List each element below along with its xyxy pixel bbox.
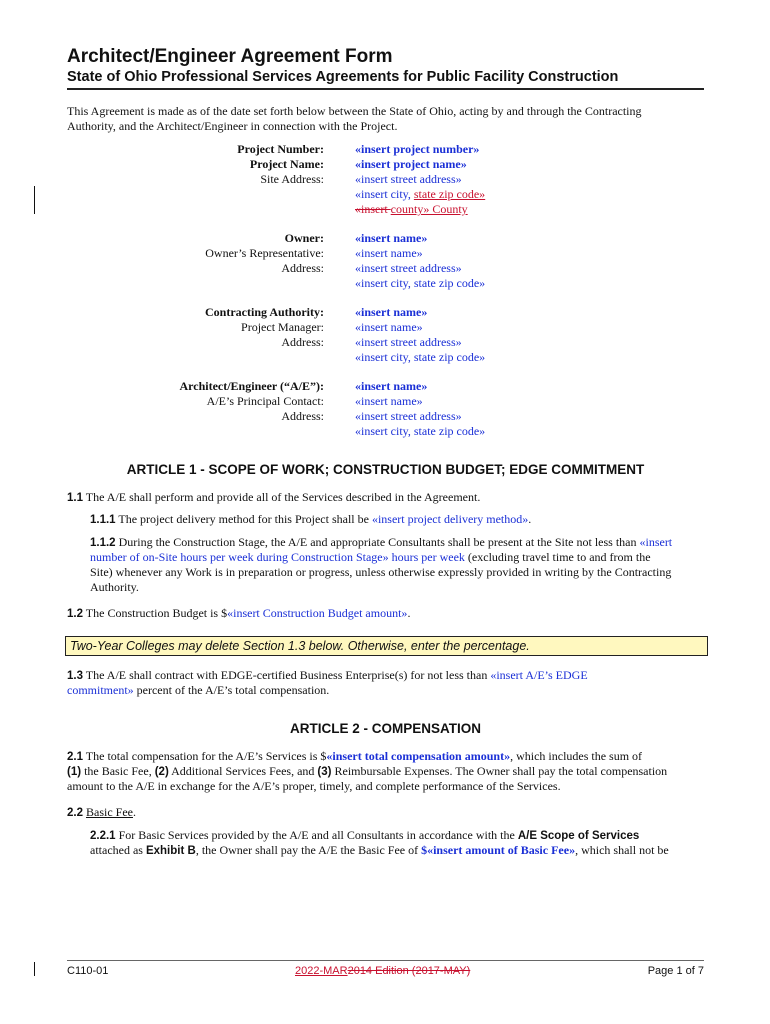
section-1-3: 1.3 The A/E shall contract with EDGE-certified Business Enterprise(s) for not less than «insert A/E’s EDGE commitment» percent of the A/E’s total compensation.: [67, 668, 588, 697]
section-1-1-2: 1.1.2 During the Construction Stage, the A/E and appropriate Consultants shall be present at the Site not less than «insert number of on-Site hours per week during Construction Stage» hours per week (excluding travel time to and from the Site) whenever any Work is in preparation or progress, unless otherwise expressly provided in writing by the Contracting Authority.: [90, 535, 673, 594]
authority-address-label: Address:: [281, 335, 324, 349]
section-1-1: 1.1 The A/E shall perform and provide all of the Services described in the Agreement.: [67, 490, 481, 504]
ae-address-label: Address:: [281, 409, 324, 423]
owner-name-field[interactable]: «insert name»: [355, 231, 428, 245]
owner-label: Owner:: [284, 231, 324, 245]
ae-label: Architect/Engineer (“A/E”):: [179, 379, 324, 393]
owner-address-label: Address:: [281, 261, 324, 275]
authority-labels: [150, 305, 324, 350]
ae-labels: [150, 379, 324, 424]
page-number: Page 1 of 7: [647, 965, 704, 977]
project-labels: [150, 142, 324, 187]
basic-fee-field[interactable]: $«insert amount of Basic Fee»: [421, 843, 576, 857]
footer-divider: [67, 960, 704, 961]
owner-values: [355, 231, 675, 291]
section-1-1-1: 1.1.1 The project delivery method for this Project shall be «insert project delivery method».: [90, 512, 532, 526]
authority-values: [355, 305, 675, 365]
edge-commitment-field[interactable]: «insert A/E’s EDGE: [490, 668, 588, 682]
site-address-label: Site Address:: [260, 172, 324, 186]
section-2-1: 2.1 The total compensation for the A/E’s Services is $«insert total compensation amount», which includes the sum of (1) the Basic Fee, (2) Additional Services Fees, and (3) Reimbursable Expenses. The Owner shall pay the total compensation amount to the A/E in exchange for the A/E’s proper, timely, and complete performance of the Services.: [67, 749, 668, 793]
page-title: Architect/Engineer Agreement Form: [67, 46, 393, 67]
page-subtitle: State of Ohio Professional Services Agreements for Public Facility Construction: [67, 69, 619, 85]
article-2-heading: ARTICLE 2 - COMPENSATION: [289, 721, 481, 736]
intro-paragraph: This Agreement is made as of the date set forth below between the State of Ohio, acting by and through the Contracting Authority, and the Architect/Engineer in connection with the Project.: [67, 104, 642, 133]
site-street-field[interactable]: «insert street address»: [355, 172, 462, 186]
project-manager-field[interactable]: «insert name»: [355, 320, 423, 334]
authority-name-field[interactable]: «insert name»: [355, 305, 428, 319]
section-2-2: 2.2 Basic Fee.: [67, 805, 136, 819]
change-bar: [34, 186, 35, 214]
site-city-field[interactable]: «insert city, state zip code»: [355, 187, 486, 201]
owner-city-field[interactable]: «insert city, state zip code»: [355, 276, 486, 290]
ae-contact-field[interactable]: «insert name»: [355, 394, 423, 408]
project-name-label: Project Name:: [249, 157, 324, 171]
owner-labels: [150, 231, 324, 276]
section-1-2: 1.2 The Construction Budget is $«insert Construction Budget amount».: [67, 606, 411, 620]
article-1-heading: ARTICLE 1 - SCOPE OF WORK; CONSTRUCTION BUDGET; EDGE COMMITMENT: [126, 462, 645, 477]
project-manager-label: Project Manager:: [241, 320, 324, 334]
section-2-2-1: 2.2.1 For Basic Services provided by the A/E and all Consultants in accordance with the A/E Scope of Services attached as Exhibit B, the Owner shall pay the A/E the Basic Fee of $«insert amount of Basic Fee», which shall not be: [90, 828, 669, 857]
site-county-field[interactable]: «insert county» County: [355, 202, 468, 216]
ae-city-field[interactable]: «insert city, state zip code»: [355, 424, 486, 438]
edge-commitment-field-cont[interactable]: commitment»: [67, 683, 134, 697]
change-bar: [34, 962, 35, 976]
owner-street-field[interactable]: «insert street address»: [355, 261, 462, 275]
site-hours-field-cont[interactable]: number of on-Site hours per week during Construction Stage» hours per week: [90, 550, 465, 564]
edition-label: 2022-MAR2014 Edition (2017-MAY): [295, 965, 471, 977]
form-code: C110-01: [67, 965, 109, 977]
site-hours-field[interactable]: «insert: [639, 535, 673, 549]
construction-budget-field[interactable]: «insert Construction Budget amount»: [227, 606, 408, 620]
ae-street-field[interactable]: «insert street address»: [355, 409, 462, 423]
ae-contact-label: A/E’s Principal Contact:: [206, 394, 324, 408]
total-compensation-field[interactable]: «insert total compensation amount»: [326, 749, 511, 763]
authority-street-field[interactable]: «insert street address»: [355, 335, 462, 349]
project-name-field[interactable]: «insert project name»: [355, 157, 467, 171]
owner-rep-label: Owner’s Representative:: [205, 246, 324, 260]
owner-rep-field[interactable]: «insert name»: [355, 246, 423, 260]
ae-values: [355, 379, 675, 439]
delivery-method-field[interactable]: «insert project delivery method»: [371, 512, 529, 526]
ae-name-field[interactable]: «insert name»: [355, 379, 428, 393]
authority-city-field[interactable]: «insert city, state zip code»: [355, 350, 486, 364]
project-number-label: Project Number:: [237, 142, 324, 156]
project-number-field[interactable]: «insert project number»: [355, 142, 480, 156]
project-values: [355, 142, 675, 217]
instruction-note: Two-Year Colleges may delete Section 1.3 below. Otherwise, enter the percentage.: [65, 636, 708, 656]
title-divider: [67, 88, 704, 90]
authority-label: Contracting Authority:: [205, 305, 324, 319]
